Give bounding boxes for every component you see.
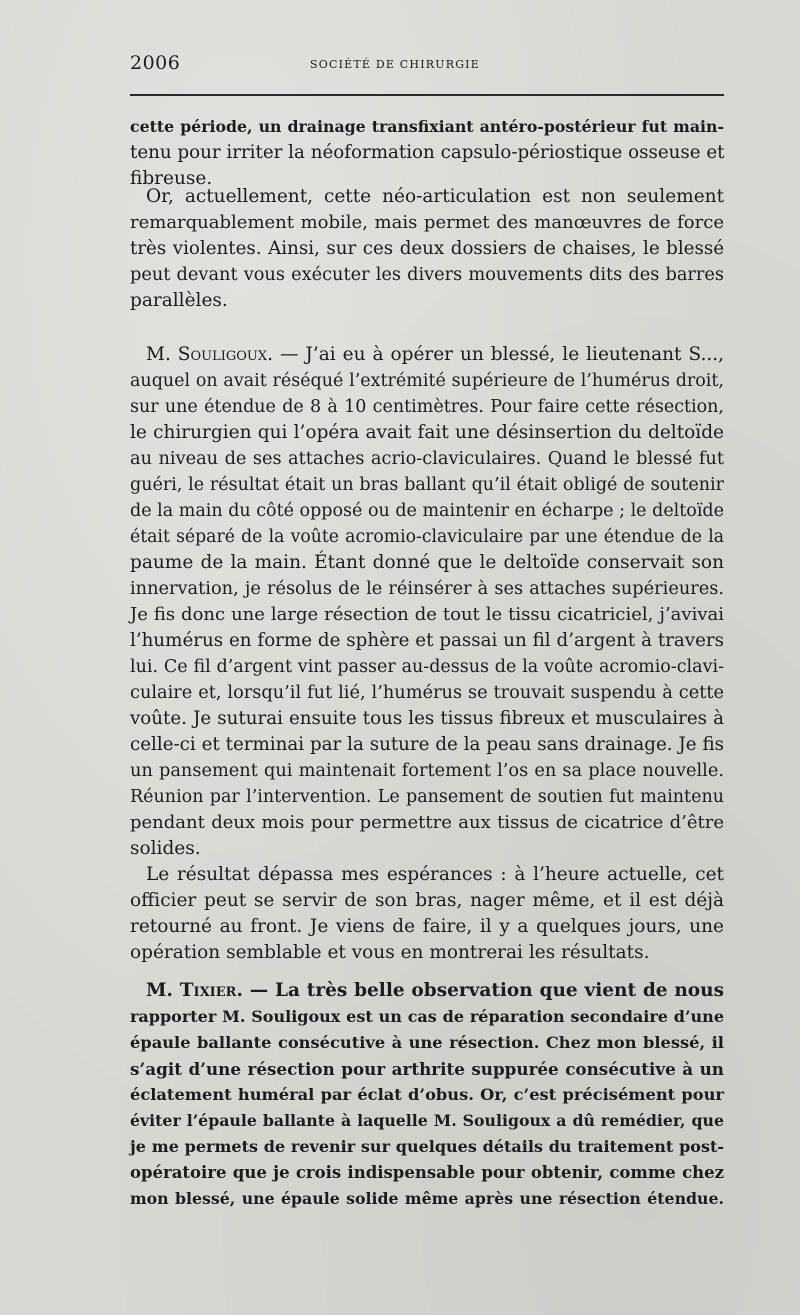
text-line: épaule ballante consécutive à une résection. Chez mon blessé, il [130, 1033, 724, 1052]
text-line: opération semblable et vous en montrerai les résultats. [130, 942, 650, 963]
paragraph-continuation [130, 114, 724, 192]
speaker-prefix: M. [146, 344, 178, 365]
text-line: éclatement huméral par éclat d’obus. Or, c’est précisément pour [130, 1085, 724, 1104]
tixier-remarks [130, 978, 724, 1212]
text-line: peut devant vous exécuter les divers mouvements dits des barres [130, 265, 724, 285]
text-line: guéri, le résultat était un bras ballant qu’il était obligé de soutenir [130, 475, 724, 495]
text-line: de la main du côté opposé ou de maintenir en écharpe ; le deltoïde [130, 501, 724, 521]
text-line: innervation, je résolus de le réinsérer à ses attaches supérieures. [130, 579, 724, 599]
running-head: SOCIÉTÉ DE CHIRURGIE [310, 58, 480, 71]
text-line: cette période, un drainage transfixiant antéro-postérieur fut main- [130, 117, 724, 136]
page-header [130, 50, 724, 90]
text-line: le chirurgien qui l’opéra avait fait une désinsertion du deltoïde [130, 422, 724, 443]
text-line: Je fis donc une large résection de tout le tissu cicatriciel, j’avivai [130, 604, 724, 625]
text-line: retourné au front. Je viens de faire, il y a quelques jours, une [130, 916, 724, 937]
paragraph-or-actuellement [130, 184, 724, 314]
text-line: tenu pour irriter la néoformation capsulo-périostique osseuse et [130, 142, 725, 163]
text-line: très violentes. Ainsi, sur ces deux dossiers de chaises, le blessé [130, 238, 724, 259]
text-line: au niveau de ses attaches acrio-claviculaires. Quand le blessé fut [130, 449, 724, 469]
text-line: un pansement qui maintenait fortement l’os en sa place nouvelle. [130, 761, 724, 781]
text-line: Le résultat dépassa mes espérances : à l’heure actuelle, cet [146, 864, 724, 885]
speaker-line [130, 978, 724, 1004]
text-line: était séparé de la voûte acromio-claviculaire par une étendue de la [130, 527, 724, 547]
speaker-line [130, 342, 724, 368]
text-line: solides. [130, 838, 201, 859]
text-line: voûte. Je suturai ensuite tous les tissus fibreux et musculaires à [130, 708, 724, 729]
speaker-name: Souligoux. [177, 344, 273, 365]
text-line: mon blessé, une épaule solide même après une résection étendue. [130, 1189, 724, 1208]
speaker-line-text: — J’ai eu à opérer un blessé, le lieutenant S..., [273, 344, 724, 365]
text-line: Or, actuellement, cette néo-articulation est non seulement [146, 186, 724, 207]
text-line: je me permets de revenir sur quelques détails du traitement post- [130, 1137, 724, 1156]
text-line: parallèles. [130, 290, 228, 311]
text-line: opératoire que je crois indispensable pour obtenir, comme chez [130, 1163, 724, 1182]
header-rule [130, 94, 724, 96]
text-line: paume de la main. Étant donné que le deltoïde conservait son [130, 552, 724, 573]
text-line: celle-ci et terminai par la suture de la peau sans drainage. Je fis [130, 734, 724, 755]
speaker-prefix: M. [146, 980, 180, 1001]
text-line: éviter l’épaule ballante à laquelle M. Souligoux a dû remédier, que [130, 1111, 724, 1130]
text-line: rapporter M. Souligoux est un cas de réparation secondaire d’une [130, 1007, 724, 1026]
souligoux-remarks [130, 342, 724, 966]
text-line: l’humérus en forme de sphère et passai un fil d’argent à travers [130, 630, 724, 651]
text-line: culaire et, lorsqu’il fut lié, l’humérus se trouvait suspendu à cette [130, 683, 724, 703]
text-line: remarquablement mobile, mais permet des manœuvres de force [130, 212, 724, 233]
text-line: auquel on avait réséqué l’extrémité supérieure de l’humérus droit, [130, 371, 724, 391]
speaker-name: Tixier. [179, 980, 243, 1001]
speaker-line-text: — La très belle observation que vient de nous [242, 980, 724, 1001]
text-line: officier peut se servir de son bras, nager même, et il est déjà [130, 890, 724, 911]
text-line: sur une étendue de 8 à 10 centimètres. Pour faire cette résection, [130, 397, 724, 417]
text-line: fibreuse. [130, 168, 213, 189]
text-line: lui. Ce fil d’argent vint passer au-dessus de la voûte acromio-clavi- [130, 657, 724, 677]
text-line: Réunion par l’intervention. Le pansement de soutien fut maintenu [130, 787, 724, 807]
text-line: s’agit d’une résection pour arthrite suppurée consécutive à un [130, 1059, 724, 1079]
text-line: pendant deux mois pour permettre aux tissus de cicatrice d’être [130, 812, 724, 833]
page-number: 2006 [130, 52, 181, 74]
